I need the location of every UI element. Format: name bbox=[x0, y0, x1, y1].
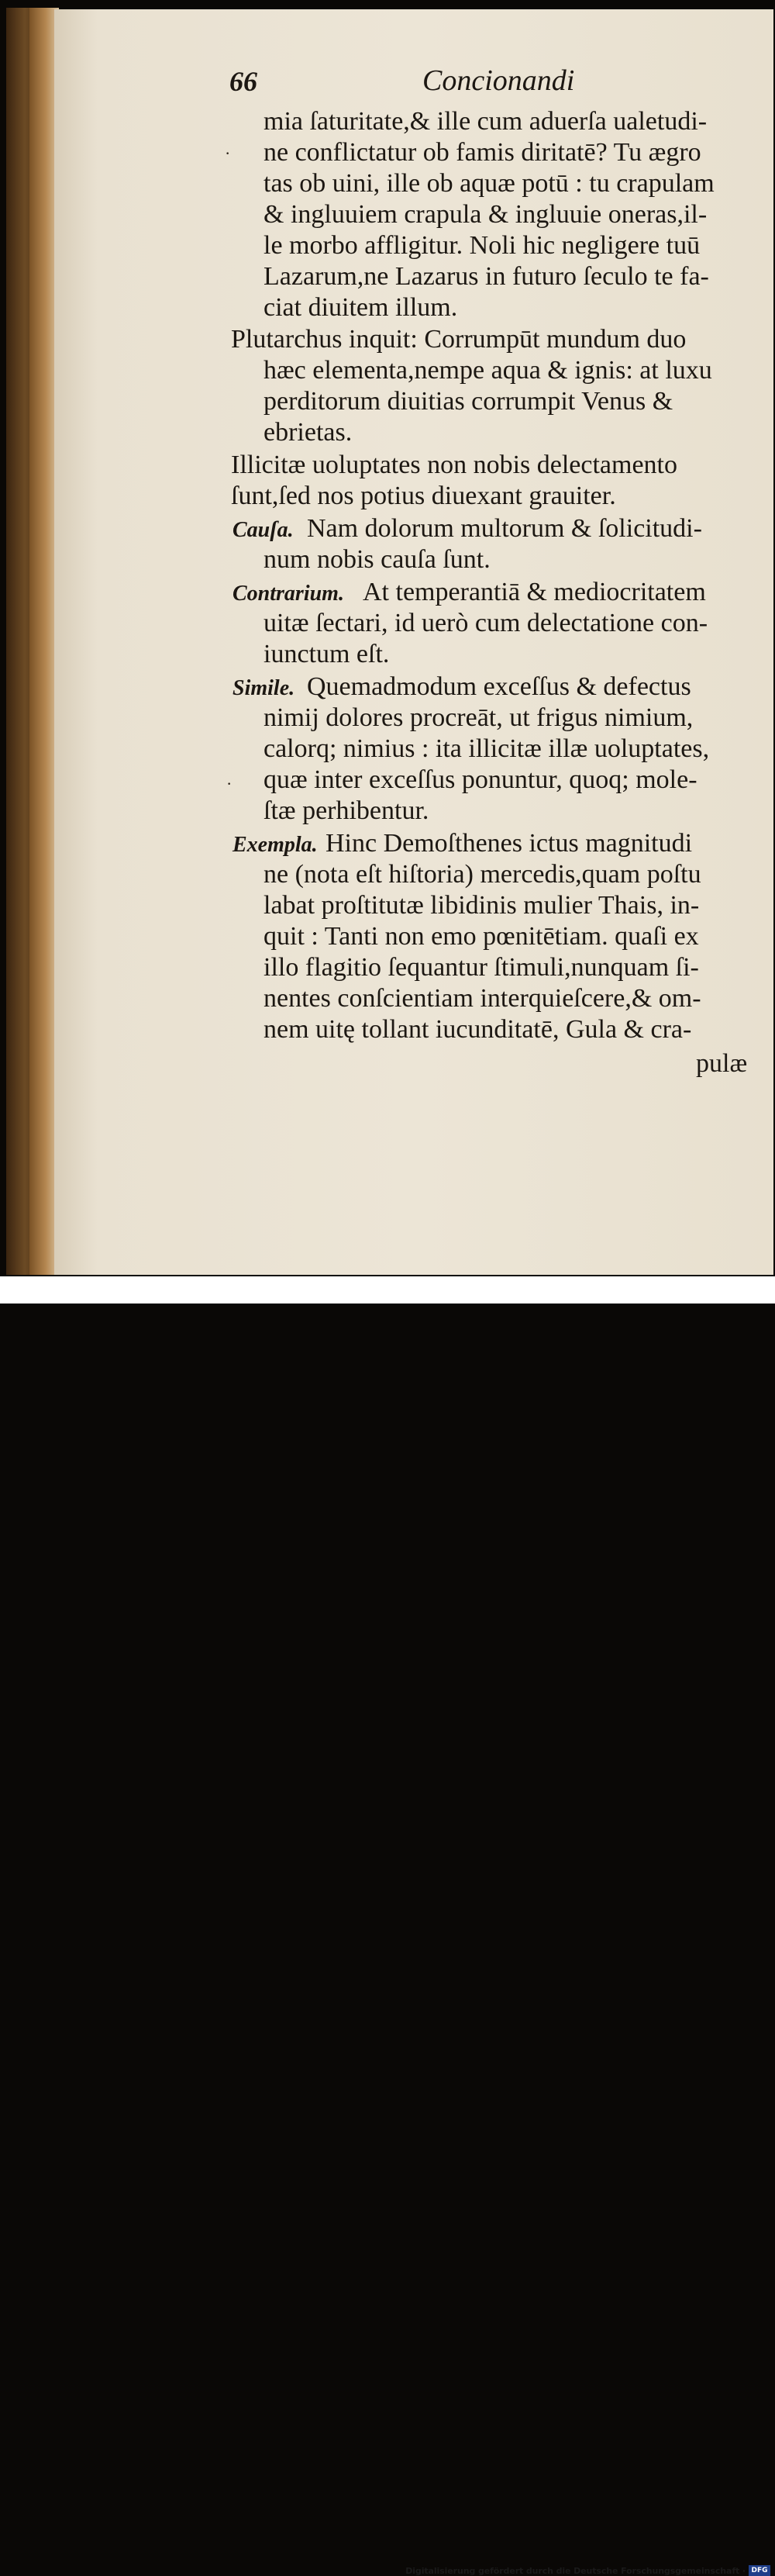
text-line: Nam dolorum multorum & ſolicitudi- bbox=[307, 514, 702, 543]
margin-label-text: Exempla. bbox=[232, 833, 318, 857]
text-line: num nobis cauſa ſunt. bbox=[264, 545, 491, 574]
text-line: illo flagitio ſequantur ſtimuli,nunquam ſi- bbox=[264, 953, 699, 982]
text-line: Lazarum,ne Lazarus in futuro ſeculo te fa- bbox=[264, 262, 709, 291]
margin-label-exempla bbox=[232, 828, 318, 861]
text-line: tas ob uini, ille ob aquæ potū : tu crapulam bbox=[264, 169, 715, 198]
text-line: ſunt,ſed nos potius diuexant grauiter. bbox=[231, 482, 616, 510]
text-line: perditorum diuitias corrumpit Venus & bbox=[264, 387, 673, 416]
ink-speck: · bbox=[225, 143, 231, 163]
page-text bbox=[0, 0, 775, 1276]
ink-speck: · bbox=[226, 774, 232, 793]
text-line: uitæ ſectari, id uerò cum delectatione con- bbox=[264, 609, 708, 637]
text-line: le morbo affligitur. Noli hic negligere tuū bbox=[264, 231, 701, 260]
text-line: nem uitę tollant iucunditatē, Gula & cra- bbox=[264, 1015, 692, 1044]
text-line: Plutarchus inquit: Corrumpūt mundum duo bbox=[231, 325, 687, 354]
text-line: Hinc Demoſthenes ictus magnitudi bbox=[326, 829, 693, 858]
text-line: hæc elementa,nempe aqua & ignis: at luxu bbox=[264, 356, 712, 385]
page-number: 66 bbox=[229, 66, 257, 97]
text-line: quæ inter exceſſus ponuntur, quoq; mole- bbox=[264, 765, 698, 794]
text-line: Illicitæ uoluptates non nobis delectamento bbox=[231, 451, 677, 479]
text-line: calorq; nimius : ita illicitæ illæ uoluptates, bbox=[264, 734, 710, 763]
text-line: ſtæ perhibentur. bbox=[264, 796, 429, 825]
catchword: pulæ bbox=[696, 1049, 748, 1078]
margin-label-contrarium bbox=[232, 577, 344, 609]
footer-credit: Digitalisierung gefördert durch die Deutsche Forschungsgemeinschaft · bbox=[405, 2566, 746, 2576]
footer-bar bbox=[0, 1276, 775, 2576]
margin-label-text: Cauſa. bbox=[232, 518, 294, 542]
margin-label-text: Simile. bbox=[232, 676, 295, 700]
dfg-logo: DFG bbox=[749, 2565, 770, 2576]
text-line: mia ſaturitate,& ille cum aduerſa ualetudi- bbox=[264, 107, 708, 136]
text-line: quit : Tanti non emo pœnitētiam. quaſi ex bbox=[264, 922, 699, 951]
text-line: ne conflictatur ob famis diritatē? Tu ægro bbox=[264, 138, 701, 167]
text-line: & ingluuiem crapula & ingluuie oneras,il- bbox=[264, 200, 708, 229]
text-line: ne (nota eſt hiſtoria) mercedis,quam poſtu bbox=[264, 860, 701, 889]
text-line: iunctum eſt. bbox=[264, 640, 390, 668]
text-line: nentes conſcientiam interquieſcere,& om- bbox=[264, 984, 701, 1013]
text-line: ciat diuitem illum. bbox=[264, 293, 458, 322]
text-line: ebrietas. bbox=[264, 418, 353, 447]
margin-label-simile bbox=[232, 672, 294, 704]
text-line: labat proſtitutæ libidinis mulier Thais, in- bbox=[264, 891, 700, 920]
text-line: At temperantiā & mediocritatem bbox=[363, 578, 706, 606]
running-head: Concionandi bbox=[422, 64, 575, 97]
text-line: nimij dolores procreāt, ut frigus nimium, bbox=[264, 703, 694, 732]
margin-label-causa bbox=[232, 513, 294, 546]
margin-label-text: Contrarium. bbox=[232, 582, 344, 606]
text-line: Quemadmodum exceſſus & defectus bbox=[307, 672, 691, 701]
